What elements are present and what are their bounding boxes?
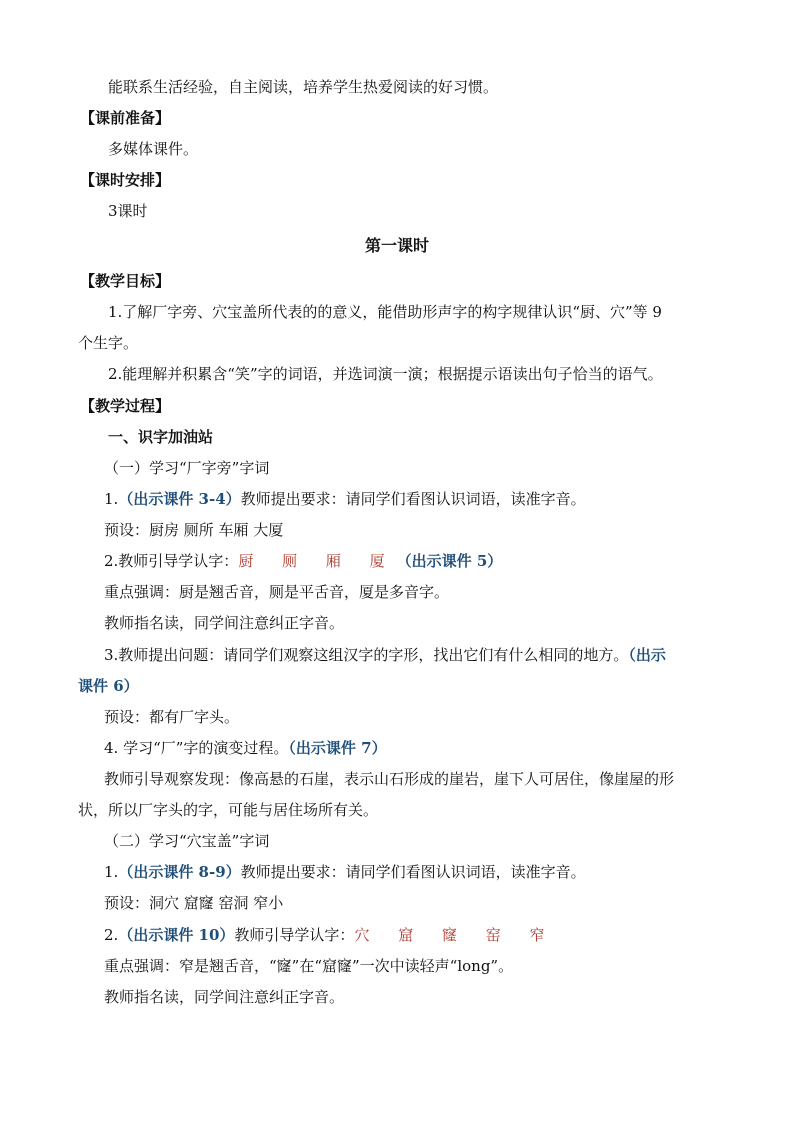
sub1-title: （一）学习“厂字旁”字词 [104, 459, 270, 477]
preset2: 预设：都有厂字头。 [104, 708, 240, 726]
step-text: 教师提出要求：请同学们看图认识词语，读准字音。 [240, 490, 586, 508]
step-number: 1. [104, 863, 119, 881]
courseware-note: （出示 [628, 646, 666, 664]
observation-line1: 教师引导观察发现：像高悬的石崖，表示山石形成的崖岩，崖下人可居住，像崖屋的形 [104, 770, 675, 788]
courseware-note: （出示课件 10） [118, 926, 235, 944]
step-text: 教师提出要求：请同学们看图认识词语，读准字音。 [240, 863, 586, 881]
preset1: 预设：厨房 厕所 车厢 大厦 [104, 521, 284, 539]
target-characters: 穴 窟 窿 窑 窄 [354, 926, 557, 944]
lesson-title: 第一课时 [364, 236, 429, 255]
step2-2 [104, 925, 557, 945]
step-text: 3.教师提出问题：请同学们观察这组汉字的字形，找出它们有什么相同的地方。 [104, 646, 629, 664]
step1-2 [104, 551, 502, 571]
step-text: 2.教师引导学认字： [104, 552, 239, 570]
courseware-note: （出示课件 8-9） [118, 863, 241, 881]
heading-arrange: 【课时安排】 [80, 171, 171, 189]
goal1-line1: 1.了解厂字旁、穴宝盖所代表的的意义，能借助形声字的构字规律认识“厨、穴”等 9 [108, 303, 662, 321]
prep-text: 多媒体课件。 [108, 140, 199, 158]
arrange-text: 3课时 [108, 202, 148, 220]
courseware-note-cont: 课件 6） [78, 677, 139, 695]
sub2-title: （二）学习“穴宝盖”字词 [104, 832, 270, 850]
step1-1 [104, 489, 586, 509]
reading-note-1: 教师指名读，同学间注意纠正字音。 [104, 614, 345, 632]
key-point-1: 重点强调：厨是翘舌音，厕是平舌音，厦是多音字。 [104, 583, 450, 601]
courseware-note: （出示课件 3-4） [118, 490, 241, 508]
observation-line2: 状，所以厂字头的字，可能与居住场所有关。 [78, 801, 379, 819]
goal2-text: 2.能理解并积累含“笑”字的词语，并选词演一演；根据提示语读出句子恰当的语气。 [108, 365, 663, 383]
preset3: 预设：洞穴 窟窿 窑洞 窄小 [104, 894, 284, 912]
key-point-2: 重点强调：窄是翘舌音，“窿”在“窟窿”一次中读轻声“long”。 [104, 957, 514, 975]
courseware-note: （出示课件 5） [396, 552, 503, 570]
heading-process: 【教学过程】 [80, 397, 171, 415]
goal1-line2: 个生字。 [78, 334, 139, 352]
heading-prep: 【课前准备】 [80, 109, 171, 127]
step-number: 1. [104, 490, 119, 508]
target-characters: 厨 厕 厢 厦 [238, 552, 397, 570]
step2-1 [104, 862, 586, 882]
step1-4 [104, 738, 387, 758]
section1-title: 一、识字加油站 [108, 428, 214, 446]
reading-note-2: 教师指名读，同学间注意纠正字音。 [104, 988, 345, 1006]
step-text: 教师引导学认字： [234, 926, 355, 944]
heading-goals: 【教学目标】 [80, 272, 171, 290]
courseware-note: （出示课件 7） [288, 739, 387, 757]
goal3-text: 能联系生活经验，自主阅读，培养学生热爱阅读的好习惯。 [108, 78, 499, 96]
step1-3 [104, 645, 666, 665]
step-text: 4. 学习“厂”字的演变过程。 [104, 739, 289, 757]
step-number: 2. [104, 926, 119, 944]
